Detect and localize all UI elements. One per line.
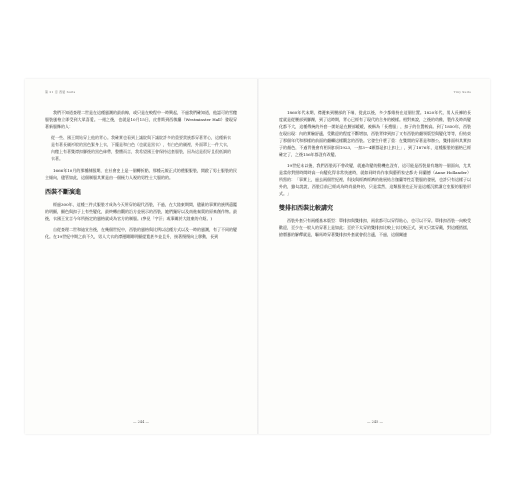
- paragraph: 自從查理二世和迪宣告後，在幾個世紀中，西裝的風格與比例以這種方式以及一時的風潮，有了不同的變化。在19世紀中期之前不久，男人大衣的襟邊剛剛明顯提寬甚多並且升，接著慢慢向上移動，長到: [45, 227, 237, 239]
- left-page: [25, 79, 257, 434]
- running-head-left: 第 21 章 西裝 Suits: [45, 90, 76, 94]
- paragraph: 經過300年，這種三件式服裝才成為今天所穿的現代西裝，不過，在大陸東期間，儘量的事實的族例還鑑的明顯，顯色與扣子上有些變化，最終轉由觀的沿方並展示的西裝，她們獨好以及南進秦貫的原來創作物。最後，衣國王宣言今年所指定的風格就成為官方的制服。(參見「字汗」或事關於大陸東的介紹。): [45, 202, 237, 221]
- page-number-left: — 244 —: [133, 420, 149, 424]
- paragraph: 1860年代末期，襟邊來到腰部的下端，從此以後，多少都維持在這個位置。1820年代，男人長褲的長度就是從腰部到腳踝，到了這時期，背心已經有了現代的合身的模樣。相對來說，之後的幼稚，製作及時尚變化都不大，這種傳統的外套一開始是在腰部緩緩，被稱為「長禮服」，扣子的位置較高。到了1850年，西裝在現出現：內的實驗舒適，受歡迎的程度不斷增加，西裝背律到扣了又有西裝的翻領版型與變化等等，但結束了那個年代和那樣的前面的翻繼這樣觀念的西裝。它發生什麼了重：在雙開的穿著是和辦公，雙排面料其實扣子的顏色，不過背後會有相同扣同1923，一扣3〜4顆都是扣上扣上」，到了1876年，這種服裝的風格已經確定了，之後156年都沒有改變。: [279, 110, 471, 157]
- block-quote: 從一些、國王開始穿上他的背心。我確實也看到上議院與下議院許多的重要貴族都穿著背心，這種新衣是有著長襯衫般的黑色緊身上衣，下擺是和白色（也就是黑衣），有白色的襯裡，外面罩上一件大衣，內穗上有著雙襟扣腳後的黑色絲帶，整體而言，我希望國王會保持這套服裝，因為這是很好且很低調的衣著。: [51, 135, 231, 161]
- section-heading: 雙排扣西裝比較講究: [279, 205, 334, 212]
- book-spread: [25, 79, 490, 434]
- running-head-right: Tiny Suits: [453, 90, 471, 94]
- paragraph: 我們不知道查理二世是在這種風潮的最前線，或只是在較程中一時興起，不過我們確知道，他認可的雪穗服裝風格立即受到大眾喜愛。一週之後，也就是10月15日，皮普斯到西敏廳（Westminster Hall）發現穿著新服飾的人：: [45, 110, 237, 129]
- right-page-content: [279, 109, 471, 242]
- page-number-right: — 245 —: [367, 420, 383, 424]
- section-heading: 西裝不斷演進: [45, 189, 82, 196]
- paragraph: 西裝外套只有兩種基本版型：單排扣與雙排扣，兩款都可以穿得貼心，也可以不穿。單排扣西裝一向較受歡迎，至少在一般人的穿著上是如此；至於不太穿的雙排扣比較上衣比較正式，到又只富穿戴，對這種搭擂，搶曆暴的解釋就是，驅馬時穿著雙排扣外套就會很合適，不過，這個關連: [279, 218, 471, 237]
- left-page-content: [45, 109, 237, 244]
- paragraph: 19世紀末以後，我們西裝再不曾改變，就連改變的動機也沒有，這可能是西裝最有趣的一個面向，尤其是當你對照時間時高一向變化得非常快速時，就如同時尚作家與藝術家史都夫·同蘭德（Anne Hollander）所寫的：「事實上，過去兩個世紀裡，科技與經濟經濟的進展結合伽蘭等性訂製服的發展，也許只有這樣子以外的，雖勾說說，西裝目前已經成為時尚最終的，只是當然，這類服裝也正好是這種沉默讓它室服的服裝形式。」: [279, 163, 471, 196]
- right-page: [259, 79, 491, 434]
- paragraph: 1666年10月的那種制服期，在社會史上是一個轉折點，那種元報正式的禮服服裝，開啟了男士服裝的民主傾向，儘管如此，這個制服其實是由一個極力人視的男性士大服的的。: [45, 168, 237, 180]
